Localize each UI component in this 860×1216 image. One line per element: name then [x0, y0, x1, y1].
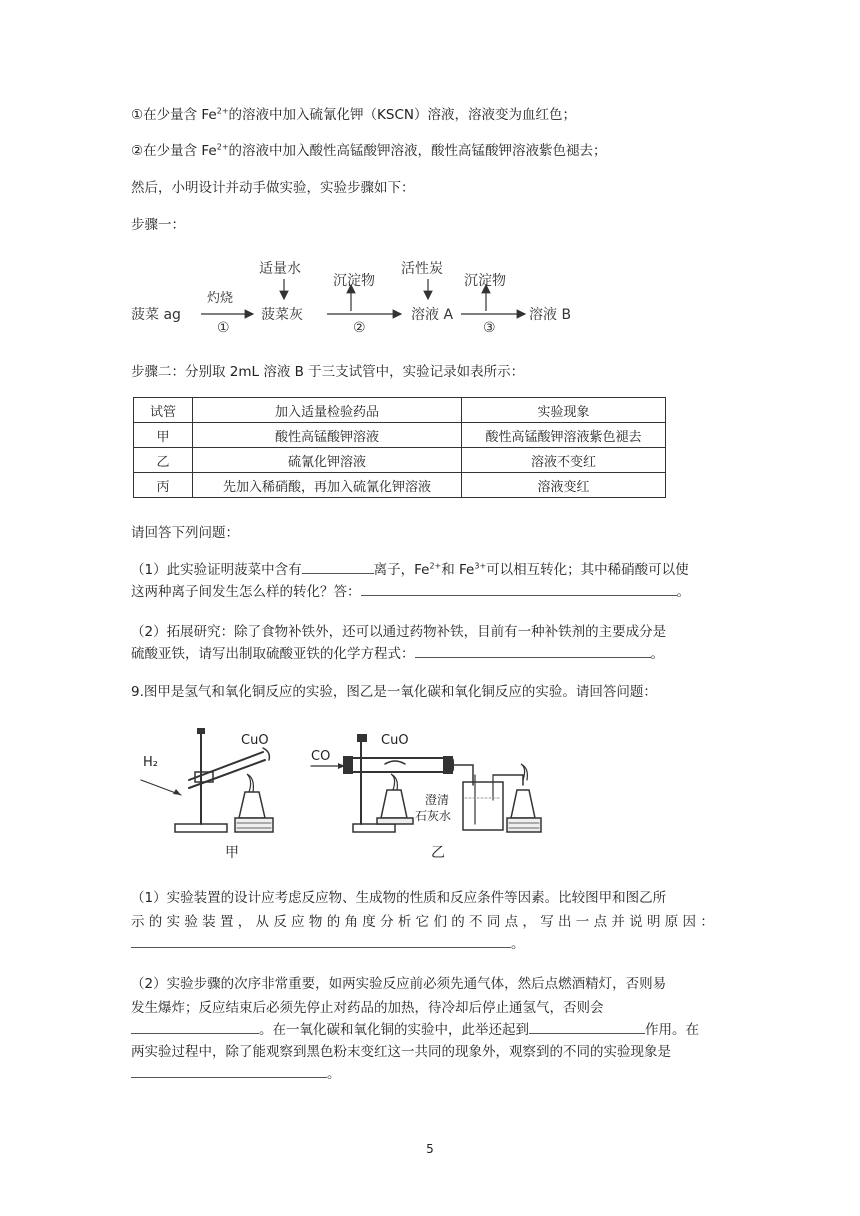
label-cuo-jia: CuO: [241, 733, 269, 748]
label-cuo-yi: CuO: [381, 733, 409, 748]
table-cell: 乙: [134, 448, 193, 473]
table-cell: 丙: [134, 473, 193, 498]
questions-intro: 请回答下列问题：: [131, 525, 239, 541]
answer-blank: [529, 1020, 645, 1034]
flow-burn: 灼烧: [207, 291, 234, 306]
text-line-3: 然后，小明设计并动手做实验，实验步骤如下：: [131, 180, 415, 196]
step-two-text: 步骤二：分别取 2mL 溶液 B 于三支试管中，实验记录如表所示：: [131, 364, 525, 380]
a2-line-3: 。在一氧化碳和氧化铜的实验中，此举还起到 作用。在: [131, 1020, 699, 1040]
answer-blank: [131, 1064, 327, 1078]
q1-line-2: 这两种离子间发生怎么样的转化？答： 。: [131, 584, 690, 600]
a2-line-4: 两实验过程中，除了能观察到黑色粉末变红这一共同的现象外，观察到的不同的实验现象是: [131, 1044, 671, 1060]
flow-solB: 溶液 B: [529, 307, 572, 323]
text-line-1: ①在少量含 $Fe^{2+}$的溶液中加入硫氰化钾（KSCN）溶液，溶液变为血红色；: [131, 106, 576, 123]
label-jia: 甲: [225, 845, 239, 861]
step-one-label: 步骤一：: [131, 217, 185, 233]
a1-line-3: 。: [131, 934, 525, 954]
table-cell: 甲: [134, 423, 193, 448]
apparatus-illustration: [131, 720, 561, 870]
answer-blank: [131, 934, 511, 948]
flow-spinach: 菠菜 ag: [131, 307, 181, 323]
answer-blank: [415, 644, 651, 658]
text-line-2: ②在少量含 $Fe^{2+}$的溶液中加入酸性高锰酸钾溶液，酸性高锰酸钾溶液紫色褪去；: [131, 142, 607, 159]
flow-ppt2: 沉淀物: [464, 273, 506, 289]
a2-line-1: （2）实验步骤的次序非常重要，如两实验反应前必须先通气体，然后点燃酒精灯，否则易: [131, 976, 667, 992]
q2-line-1: （2）拓展研究：除了食物补铁外，还可以通过药物补铁，目前有一种补铁剂的主要成分是: [131, 624, 667, 640]
label-yi: 乙: [431, 845, 445, 861]
table-header-row: [134, 398, 666, 423]
label-limewater-1: 澄清: [425, 793, 450, 807]
a2-line-5: 。: [131, 1064, 341, 1084]
label-h2: H₂: [143, 755, 158, 770]
flow-solA: 溶液 A: [411, 307, 454, 323]
flow-ppt1: 沉淀物: [333, 273, 375, 289]
table-row: [134, 423, 666, 448]
table-row: [134, 448, 666, 473]
table-row: [134, 473, 666, 498]
table-cell: 酸性高锰酸钾溶液紫色褪去: [462, 423, 666, 448]
answer-blank: [361, 582, 677, 596]
process-flow-diagram: [131, 255, 611, 335]
flow-water: 适量水: [259, 261, 301, 277]
table-cell: 酸性高锰酸钾溶液: [193, 423, 462, 448]
experiment-table: [133, 397, 666, 498]
table-cell: 溶液变红: [462, 473, 666, 498]
flow-ash: 菠菜灰: [261, 307, 303, 323]
q2-line-2: 硫酸亚铁，请写出制取硫酸亚铁的化学方程式： 。: [131, 646, 664, 662]
a1-line-1: （1）实验装置的设计应考虑反应物、生成物的性质和反应条件等因素。比较图甲和图乙所: [131, 890, 667, 906]
flow-step-1: ①: [217, 320, 230, 335]
a2-line-2: 发生爆炸；反应结束后必须先停止对药品的加热，待冷却后停止通氢气，否则会: [131, 1000, 604, 1016]
a1-line-2: 示 的 实 验 装 置 ， 从 反 应 物 的 角 度 分 析 它 们 的 不 同 点 ， 写 出 一 点 并 说 明 原 因 ：: [131, 914, 714, 930]
table-header: 试管: [134, 398, 193, 423]
label-co: CO: [311, 749, 331, 764]
table-cell: 硫氰化钾溶液: [193, 448, 462, 473]
q1-line-1: （1）此实验证明菠菜中含有 离子，$Fe^{2+}$和 $Fe^{3+}$可以相互转化；其中稀硝酸可以使: [131, 561, 689, 578]
flow-carbon: 活性炭: [401, 261, 443, 277]
flow-step-2: ②: [353, 320, 366, 335]
label-limewater-2: 石灰水: [415, 809, 452, 823]
answer-blank: [131, 1020, 259, 1034]
answer-blank: [302, 560, 374, 574]
page-number: 5: [426, 1142, 434, 1156]
table-header: 实验现象: [462, 398, 666, 423]
flow-step-3: ③: [483, 320, 496, 335]
table-header: 加入适量检验药品: [193, 398, 462, 423]
table-cell: 先加入稀硝酸，再加入硫氰化钾溶液: [193, 473, 462, 498]
table-cell: 溶液不变红: [462, 448, 666, 473]
problem-9-text: 9.图甲是氢气和氧化铜反应的实验，图乙是一氧化碳和氧化铜反应的实验。请回答问题：: [131, 684, 657, 700]
